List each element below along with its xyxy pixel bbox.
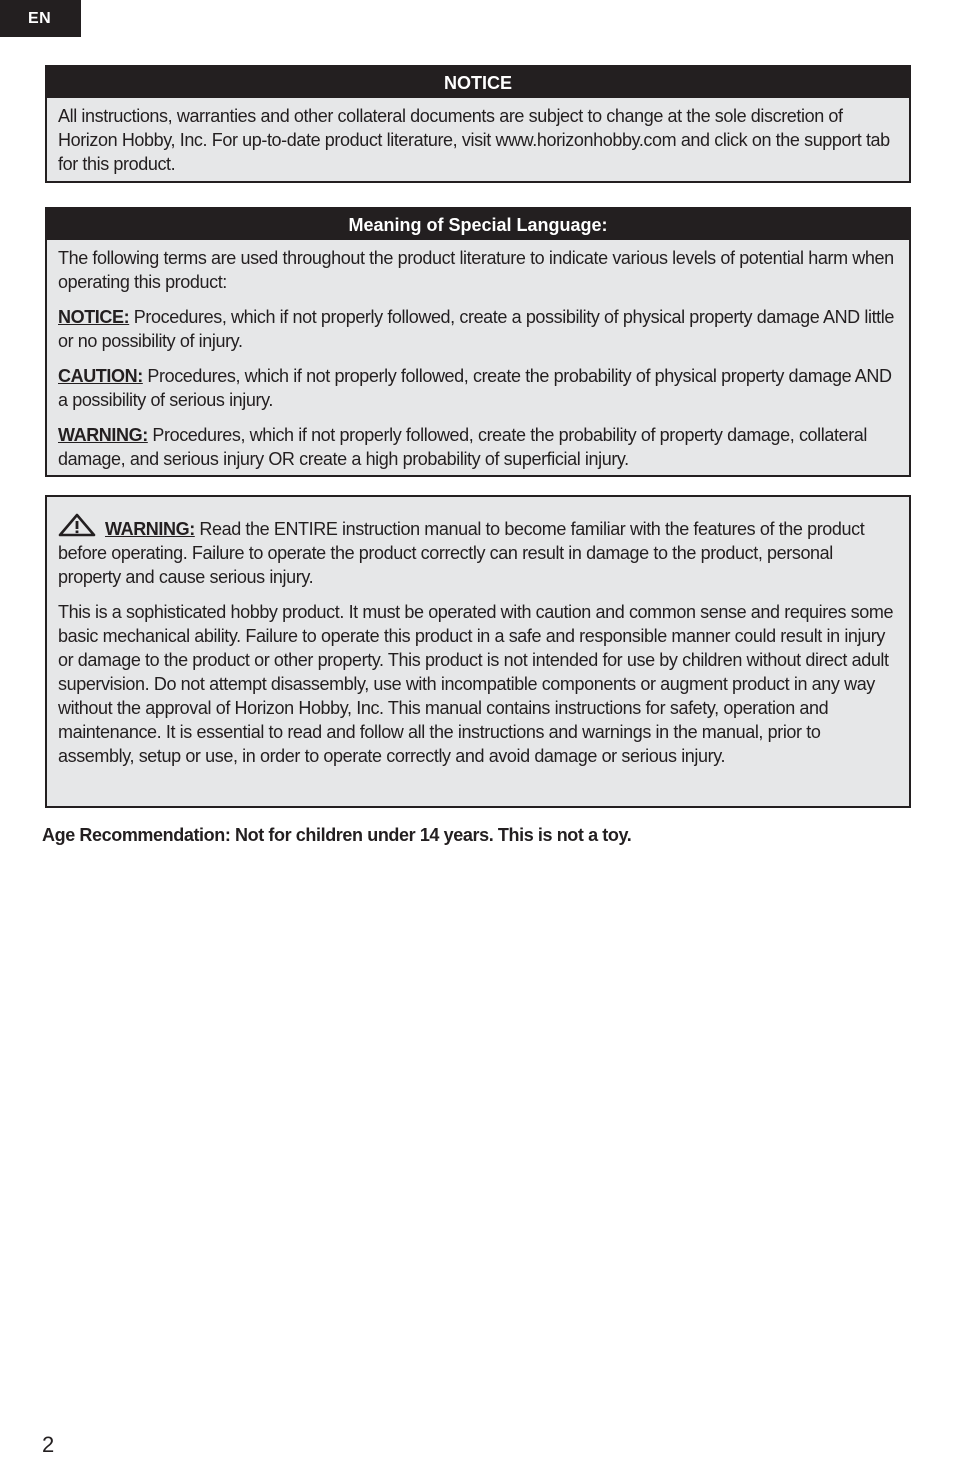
warning-label: WARNING: bbox=[105, 519, 195, 539]
page-number: 2 bbox=[42, 1432, 55, 1457]
term-label: NOTICE: bbox=[58, 307, 130, 327]
special-language-box bbox=[45, 207, 911, 477]
warning-paragraph: This is a sophisticated hobby product. It must be operated with caution and common sense and requires some basic mechanical ability. Failure to operate this product in a safe and responsible manner could result in injury or damage to the product or other property. This product is not intended for use by children without direct adult supervision. Do not attempt disassembly, use with incompatible components or augment product in any way without the approval of Horizon Hobby, Inc. This manual contains instructions for safety, operation and maintenance. It is essential to read and follow all the instructions and warnings in the manual, prior to assembly, setup or use, in order to operate correctly and avoid damage or serious injury. bbox=[58, 602, 894, 766]
warning-box bbox=[45, 495, 911, 808]
special-language-intro: The following terms are used throughout the product literature to indicate various levels of potential harm when operating this product: bbox=[58, 248, 894, 292]
warning-triangle-icon bbox=[58, 513, 96, 537]
language-tab: EN bbox=[0, 0, 81, 37]
warning-text: Read the ENTIRE instruction manual to become familiar with the features of the product before operating. Failure to operate the product correctly can result in damage to the product, personal property and cause serious injury. bbox=[58, 519, 865, 587]
special-language-title: Meaning of Special Language: bbox=[47, 209, 909, 240]
notice-box bbox=[45, 65, 911, 183]
term-warning bbox=[58, 423, 899, 471]
warning-statement bbox=[58, 513, 899, 589]
term-label: CAUTION: bbox=[58, 366, 143, 386]
age-recommendation: Age Recommendation: Not for children under 14 years. This is not a toy. bbox=[42, 825, 632, 845]
term-description: Procedures, which if not properly followed, create a possibility of physical property damage AND little or no possibility of injury. bbox=[58, 307, 894, 351]
term-description: Procedures, which if not properly followed, create the probability of physical property damage AND a possibility of serious injury. bbox=[58, 366, 892, 410]
notice-body bbox=[47, 98, 909, 176]
notice-text: All instructions, warranties and other collateral documents are subject to change at the sole discretion of Horizon Hobby, Inc. For up-to-date product literature, visit www.horizonhobby.com and click on the support tab for this product. bbox=[58, 106, 890, 174]
term-caution bbox=[58, 364, 899, 412]
term-description: Procedures, which if not properly followed, create the probability of property damage, collateral damage, and serious injury OR create a high probability of superficial injury. bbox=[58, 425, 867, 469]
warning-body bbox=[47, 497, 909, 768]
special-language-body bbox=[47, 240, 909, 471]
term-notice bbox=[58, 305, 899, 353]
notice-title: NOTICE bbox=[47, 67, 909, 98]
term-label: WARNING: bbox=[58, 425, 148, 445]
